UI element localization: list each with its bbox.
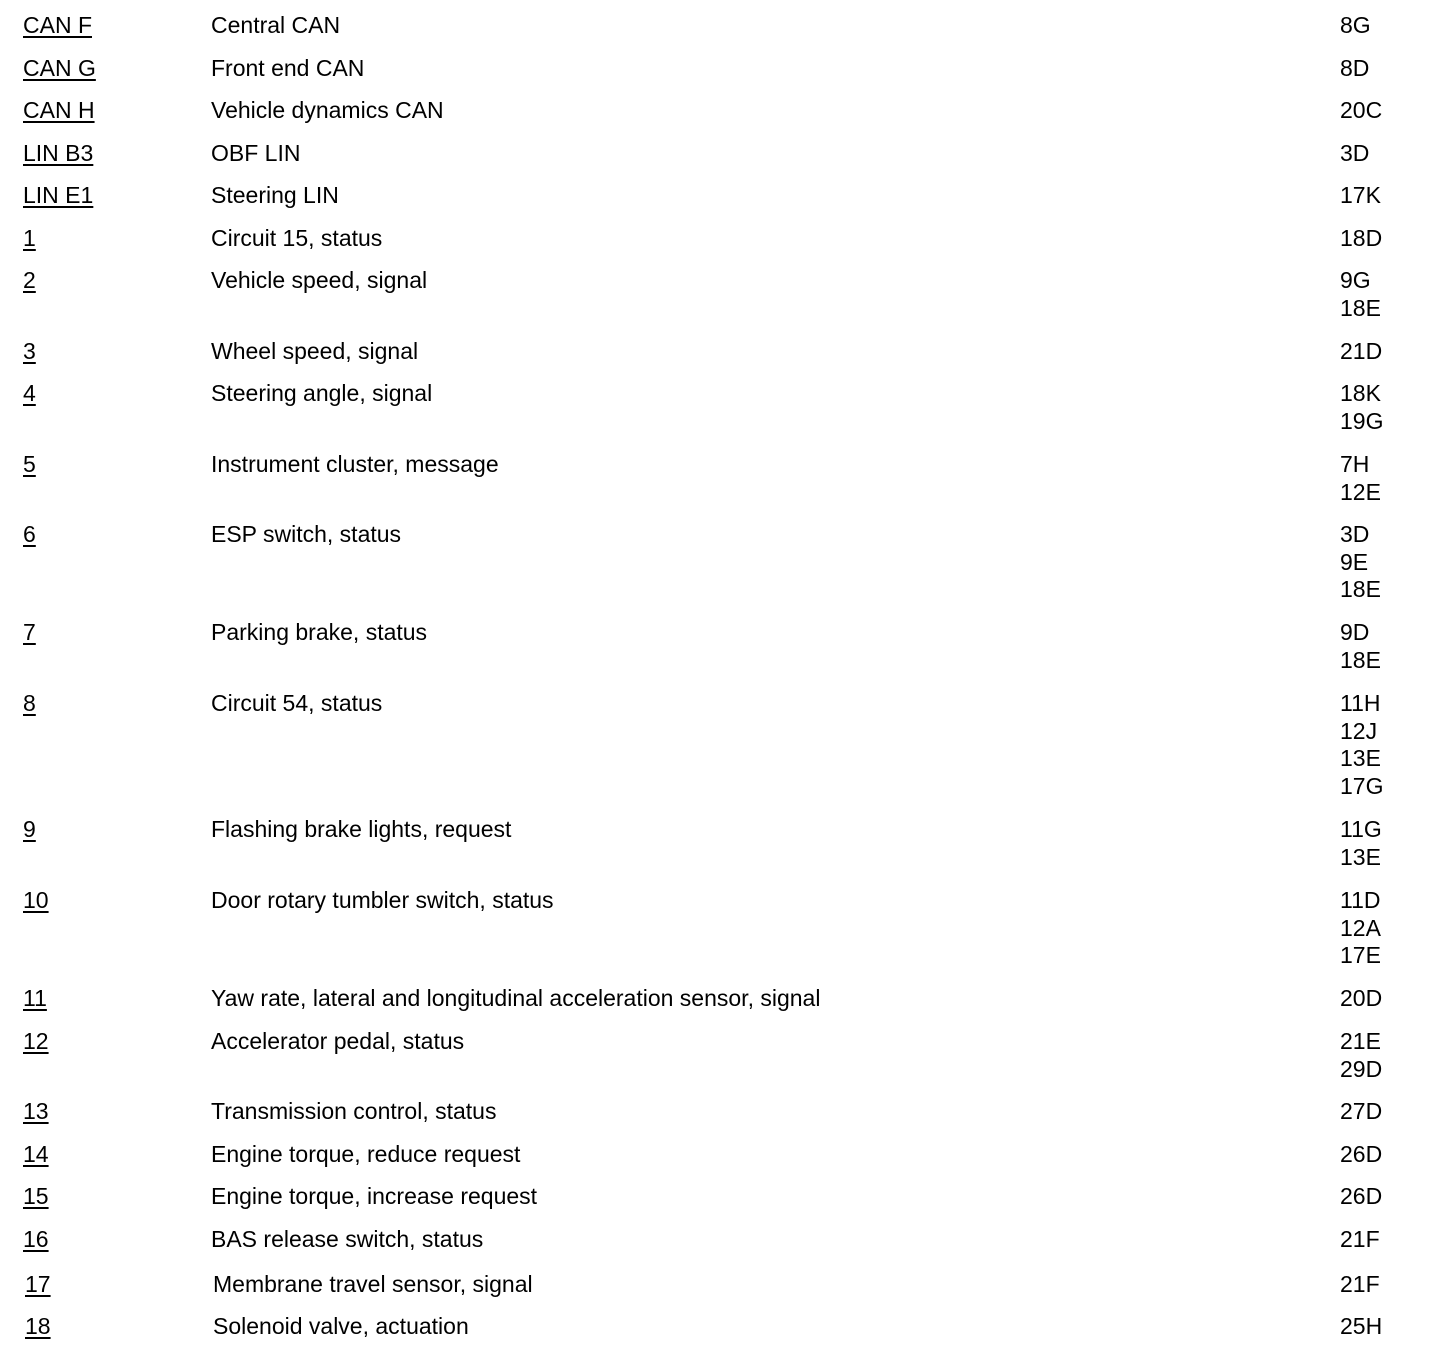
grid-reference: 3D	[1340, 140, 1370, 166]
legend-description: Parking brake, status	[211, 619, 428, 645]
legend-code-link[interactable]: CAN H	[23, 97, 95, 123]
grid-reference: 11H	[1340, 690, 1381, 716]
legend-code-link[interactable]: 9	[23, 816, 36, 842]
legend-code-link[interactable]: 10	[23, 887, 49, 913]
grid-reference: 3D	[1340, 521, 1370, 547]
legend-code-link[interactable]: 14	[23, 1141, 49, 1167]
grid-reference-list	[1340, 1313, 1382, 1341]
legend-code-link[interactable]: 12	[23, 1028, 49, 1054]
grid-reference: 21F	[1340, 1226, 1380, 1252]
legend-code-link[interactable]: 6	[23, 521, 36, 547]
grid-reference: 18K	[1340, 380, 1381, 406]
legend-description: Steering LIN	[211, 182, 339, 208]
grid-reference-list	[1340, 1098, 1382, 1126]
legend-code-link[interactable]: CAN G	[23, 55, 96, 81]
grid-reference: 8G	[1340, 12, 1371, 38]
grid-reference: 17G	[1340, 772, 1384, 799]
grid-reference-list	[1340, 1226, 1380, 1254]
grid-reference-list	[1340, 55, 1369, 83]
grid-reference: 26D	[1340, 1183, 1383, 1209]
legend-description: Instrument cluster, message	[211, 451, 499, 477]
legend-code-link[interactable]: 18	[25, 1313, 51, 1339]
grid-reference-list	[1340, 887, 1381, 970]
grid-reference: 12E	[1340, 478, 1381, 505]
grid-reference: 13E	[1340, 745, 1381, 771]
grid-reference: 17K	[1340, 182, 1381, 208]
grid-reference-list	[1340, 816, 1382, 871]
grid-reference: 18E	[1340, 646, 1381, 673]
legend-code-link[interactable]: 3	[23, 338, 36, 364]
grid-reference: 20D	[1340, 985, 1383, 1011]
grid-reference-list	[1340, 182, 1381, 210]
grid-reference-list	[1340, 12, 1371, 40]
legend-description: Central CAN	[211, 12, 341, 38]
grid-reference-list	[1340, 451, 1381, 506]
grid-reference: 21E	[1340, 1028, 1381, 1054]
grid-reference-list	[1340, 690, 1383, 800]
grid-reference-list	[1340, 1141, 1382, 1169]
grid-reference-list	[1340, 338, 1382, 366]
legend-code-link[interactable]: 4	[23, 380, 36, 406]
legend-code-link[interactable]: 11	[23, 985, 47, 1011]
grid-reference: 18E	[1340, 294, 1381, 321]
grid-reference-list	[1340, 1183, 1382, 1211]
legend-description: Vehicle speed, signal	[211, 267, 428, 293]
grid-reference-list	[1340, 985, 1382, 1013]
legend-code-link[interactable]: 16	[23, 1226, 49, 1252]
legend-code-link[interactable]: 17	[25, 1271, 51, 1297]
grid-reference-list	[1340, 1271, 1380, 1299]
grid-reference: 17E	[1340, 942, 1381, 968]
grid-reference: 13E	[1340, 843, 1381, 870]
legend-description: Membrane travel sensor, signal	[213, 1271, 533, 1297]
legend-description: Flashing brake lights, request	[211, 816, 512, 842]
grid-reference-list	[1340, 380, 1383, 435]
legend-description: Front end CAN	[211, 55, 365, 81]
legend-description: Vehicle dynamics CAN	[211, 97, 444, 123]
grid-reference: 20C	[1340, 97, 1383, 123]
grid-reference: 25H	[1340, 1313, 1383, 1339]
grid-reference: 21D	[1340, 338, 1383, 364]
grid-reference: 12A	[1340, 914, 1381, 941]
grid-reference-list	[1340, 225, 1382, 253]
legend-description: BAS release switch, status	[211, 1226, 484, 1252]
grid-reference-list	[1340, 619, 1381, 674]
grid-reference: 7H	[1340, 451, 1370, 477]
legend-description: Circuit 54, status	[211, 690, 383, 716]
legend-code-link[interactable]: 13	[23, 1098, 49, 1124]
grid-reference: 27D	[1340, 1098, 1383, 1124]
legend-description: Accelerator pedal, status	[211, 1028, 465, 1054]
grid-reference: 18E	[1340, 576, 1381, 602]
legend-code-link[interactable]: 15	[23, 1183, 49, 1209]
grid-reference: 12J	[1340, 717, 1378, 744]
legend-description: Solenoid valve, actuation	[213, 1313, 469, 1339]
grid-reference-list	[1340, 267, 1381, 322]
grid-reference: 9G	[1340, 267, 1371, 293]
legend-code-link[interactable]: 2	[23, 267, 36, 293]
grid-reference: 11D	[1340, 887, 1381, 913]
grid-reference: 26D	[1340, 1141, 1383, 1167]
legend-code-link[interactable]: LIN B3	[23, 140, 94, 166]
grid-reference: 11G	[1340, 816, 1382, 842]
legend-description: ESP switch, status	[211, 521, 402, 547]
legend-code-link[interactable]: 5	[23, 451, 36, 477]
legend-description: Circuit 15, status	[211, 225, 383, 251]
grid-reference: 9E	[1340, 548, 1369, 575]
legend-code-link[interactable]: CAN F	[23, 12, 92, 38]
grid-reference-list	[1340, 140, 1369, 168]
grid-reference-list	[1340, 521, 1381, 604]
grid-reference: 19G	[1340, 407, 1384, 434]
legend-code-link[interactable]: 7	[23, 619, 36, 645]
legend-description: Door rotary tumbler switch, status	[211, 887, 554, 913]
legend-description: Wheel speed, signal	[211, 338, 419, 364]
legend-description: Engine torque, increase request	[211, 1183, 538, 1209]
grid-reference-list	[1340, 1028, 1382, 1083]
grid-reference: 21F	[1340, 1271, 1380, 1297]
legend-code-link[interactable]: 8	[23, 690, 36, 716]
grid-reference-list	[1340, 97, 1382, 125]
legend-description: Transmission control, status	[211, 1098, 497, 1124]
legend-description: Yaw rate, lateral and longitudinal acceleration sensor, signal	[211, 985, 821, 1011]
legend-code-link[interactable]: 1	[23, 225, 36, 251]
legend-code-link[interactable]: LIN E1	[23, 182, 94, 208]
grid-reference: 8D	[1340, 55, 1370, 81]
grid-reference: 9D	[1340, 619, 1370, 645]
legend-description: Engine torque, reduce request	[211, 1141, 521, 1167]
legend-description: Steering angle, signal	[211, 380, 433, 406]
legend-description: OBF LIN	[211, 140, 301, 166]
grid-reference: 18D	[1340, 225, 1383, 251]
grid-reference: 29D	[1340, 1055, 1383, 1082]
